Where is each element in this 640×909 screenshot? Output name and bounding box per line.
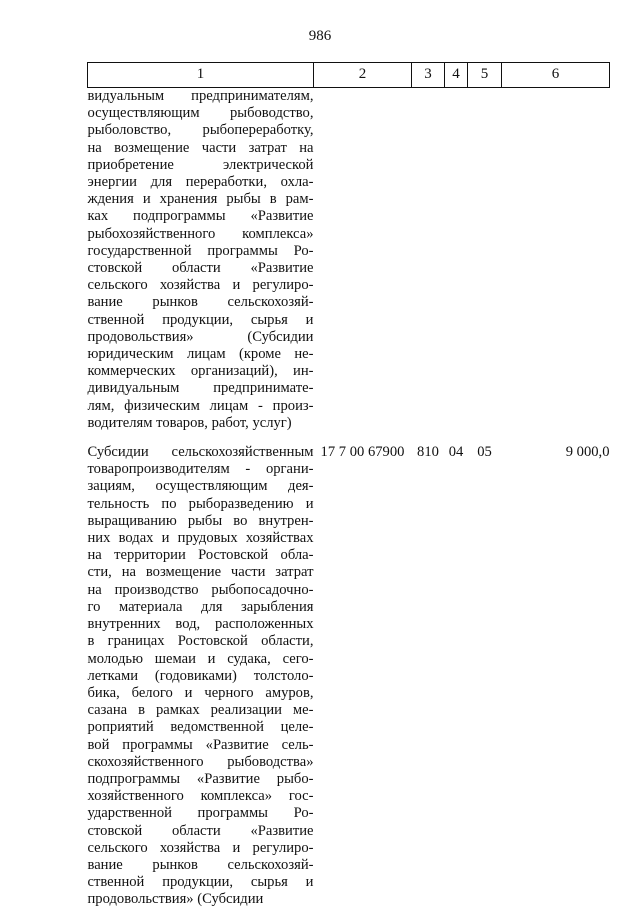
description-line: лям, физическим лицам - произ- — [87, 397, 314, 414]
description-line: рыболовство, рыбопереработку, — [87, 122, 314, 139]
description-line: бика, белого и черного амуров, — [87, 684, 314, 701]
description-line: ственной продукции, сырья и — [87, 311, 314, 328]
table-row — [88, 444, 610, 908]
description-line: коммерческих организаций), ин- — [87, 363, 314, 380]
description-line: дивидуальным предпринимате- — [87, 380, 314, 397]
table-row — [88, 88, 610, 433]
description-line: Субсидии сельскохозяйственным — [87, 444, 314, 461]
description-line: стовской области «Развитие — [87, 260, 314, 277]
description-line: внутренних вод, расположенных — [87, 616, 314, 633]
description-line: вой программы «Развитие сель- — [87, 736, 314, 753]
row-amount: 9 000,0 — [565, 444, 610, 461]
description-line: видуальным предпринимателям, — [87, 88, 314, 104]
description-line: го материала для зарыбления — [87, 598, 314, 615]
description-line: на возмещение части затрат на — [87, 139, 314, 156]
page-number: 986 — [308, 28, 332, 44]
description-line: ждения и хранения рыбы в рам- — [87, 191, 314, 208]
row-section: 04 — [448, 444, 464, 461]
row-expense-type — [412, 88, 445, 433]
table-header — [88, 63, 610, 88]
description-line: осуществляющим рыбоводство, — [87, 105, 314, 122]
header-cell-6: 6 — [502, 63, 610, 88]
description-line: водителям товаров, работ, услуг) — [87, 414, 292, 431]
description-line: хозяйственного комплекса» гос- — [87, 788, 314, 805]
description-line: них водах и прудовых хозяйствах — [87, 530, 314, 547]
row-target-code — [314, 88, 412, 433]
description-line: на производство рыбопосадочно- — [87, 581, 314, 598]
description-line: продовольствия» (Субсидии — [87, 328, 314, 345]
description-line: выращиванию рыбы во внутрен- — [87, 512, 314, 529]
row-target-code: 17 7 00 67900 — [320, 444, 405, 461]
description-line: приобретение электрической — [87, 156, 314, 173]
description-line: тельность по рыборазведению и — [87, 495, 314, 512]
description-line: подпрограммы «Развитие рыбо- — [87, 770, 314, 787]
header-row — [88, 63, 610, 88]
description-line: роприятий ведомственной целе- — [87, 719, 314, 736]
description-line: ственной продукции, сырья и — [87, 874, 314, 891]
row-subsection — [468, 88, 502, 433]
header-cell-4: 4 — [445, 63, 468, 88]
description-line: ударственной программы Ро- — [87, 805, 314, 822]
table-body — [88, 88, 610, 909]
description-line: товаропроизводителям - органи- — [87, 461, 314, 478]
header-cell-1: 1 — [88, 63, 314, 88]
description-line: вание рынков сельскохозяй- — [87, 856, 314, 873]
header-cell-5: 5 — [468, 63, 502, 88]
row-expense-type: 810 — [417, 444, 439, 461]
description-line: сельского хозяйства и регулиро- — [87, 277, 314, 294]
description-line: на территории Ростовской обла- — [87, 547, 314, 564]
description-line: энергии для переработки, охла- — [87, 174, 314, 191]
header-cell-2: 2 — [314, 63, 412, 88]
description-line: зациям, осуществляющим дея- — [87, 478, 314, 495]
description-line: в границах Ростовской области, — [87, 633, 314, 650]
budget-table — [87, 62, 610, 909]
description-line: летками (годовиками) толстоло- — [87, 667, 314, 684]
description-line: вание рынков сельскохозяй- — [87, 294, 314, 311]
description-line: сельского хозяйства и регулиро- — [87, 839, 314, 856]
description-line: стовской области «Развитие — [87, 822, 314, 839]
description-line: молодью шемаи и судака, сего- — [87, 650, 314, 667]
row-description — [88, 88, 314, 433]
row-description — [88, 444, 314, 908]
row-subsection: 05 — [477, 444, 492, 461]
description-line: государственной программы Ро- — [87, 242, 314, 259]
row-spacer — [88, 432, 610, 444]
description-line: скохозяйственного рыбоводства» — [87, 753, 314, 770]
description-line: продовольствия» (Субсидии — [87, 891, 264, 908]
description-line: юридическим лицам (кроме не- — [87, 346, 314, 363]
description-line: ках подпрограммы «Развитие — [87, 208, 314, 225]
description-line: сазана в рамках реализации ме- — [87, 702, 314, 719]
description-line: рыбохозяйственного комплекса» — [87, 225, 314, 242]
header-cell-3: 3 — [412, 63, 445, 88]
row-amount — [502, 88, 610, 433]
row-section — [445, 88, 468, 433]
description-line: сти, на возмещение части затрат — [87, 564, 314, 581]
